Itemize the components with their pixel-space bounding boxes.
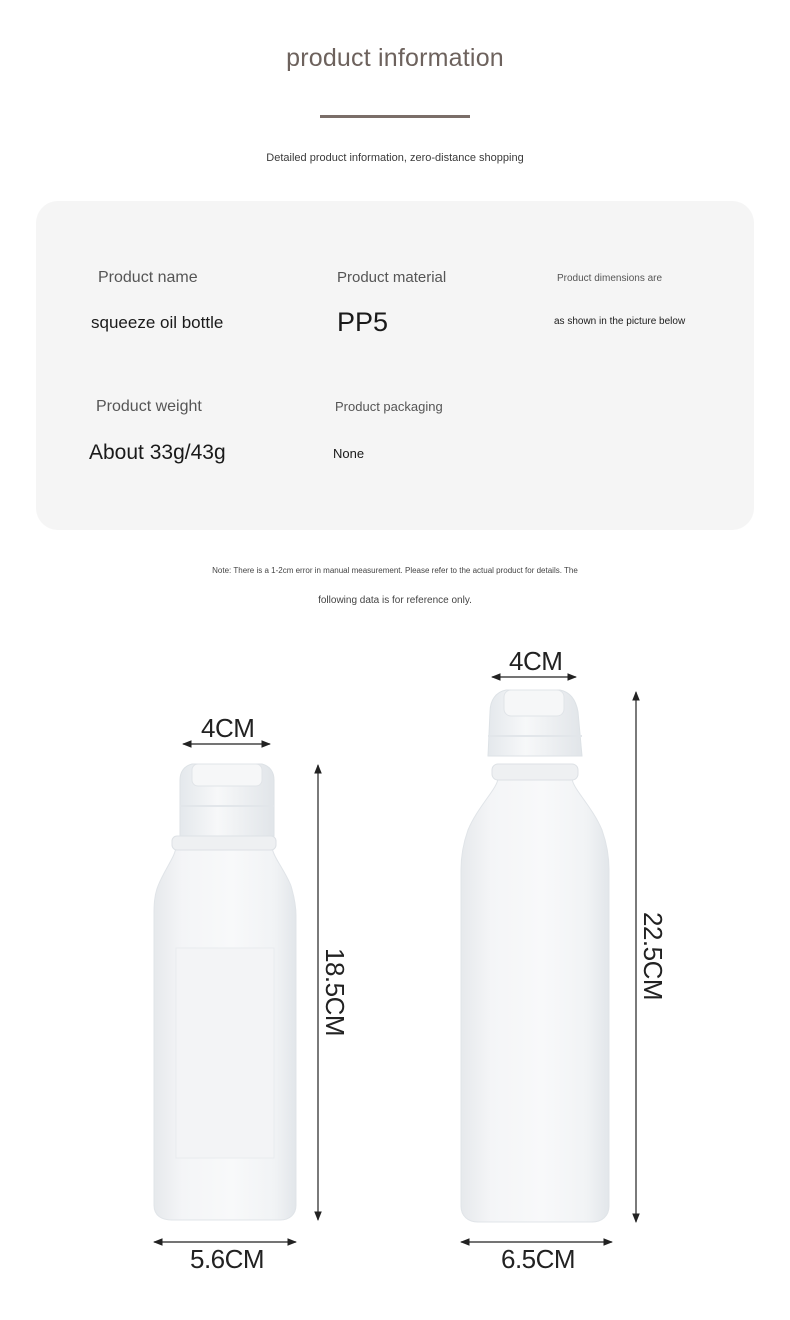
large-bottle (461, 690, 609, 1222)
product-weight-value: About 33g/43g (89, 441, 226, 464)
product-packaging-label: Product packaging (335, 399, 443, 414)
product-name-label: Product name (98, 269, 198, 286)
small-bottle (154, 764, 296, 1220)
small-body-width-label: 5.6CM (190, 1244, 265, 1274)
product-weight-label: Product weight (96, 398, 202, 415)
large-body-width-label: 6.5CM (501, 1244, 576, 1274)
small-height-label: 18.5CM (320, 948, 350, 1037)
product-packaging-value: None (333, 446, 365, 461)
measurement-note-line2: following data is for reference only. (318, 595, 472, 606)
large-cap-width-label: 4CM (509, 646, 563, 676)
page-title: product information (286, 44, 504, 72)
small-cap-width-label: 4CM (201, 713, 255, 743)
large-height-label: 22.5CM (638, 912, 668, 1001)
page-subtitle: Detailed product information, zero-distance shopping (266, 152, 524, 164)
product-dimensions-label: Product dimensions are (557, 273, 663, 284)
product-material-value: PP5 (337, 307, 389, 337)
product-name-value: squeeze oil bottle (91, 313, 224, 332)
product-dimensions-value: as shown in the picture below (554, 316, 686, 327)
measurement-note-line1: Note: There is a 1-2cm error in manual measurement. Please refer to the actual product for details. The (212, 566, 578, 575)
product-material-label: Product material (337, 269, 447, 286)
